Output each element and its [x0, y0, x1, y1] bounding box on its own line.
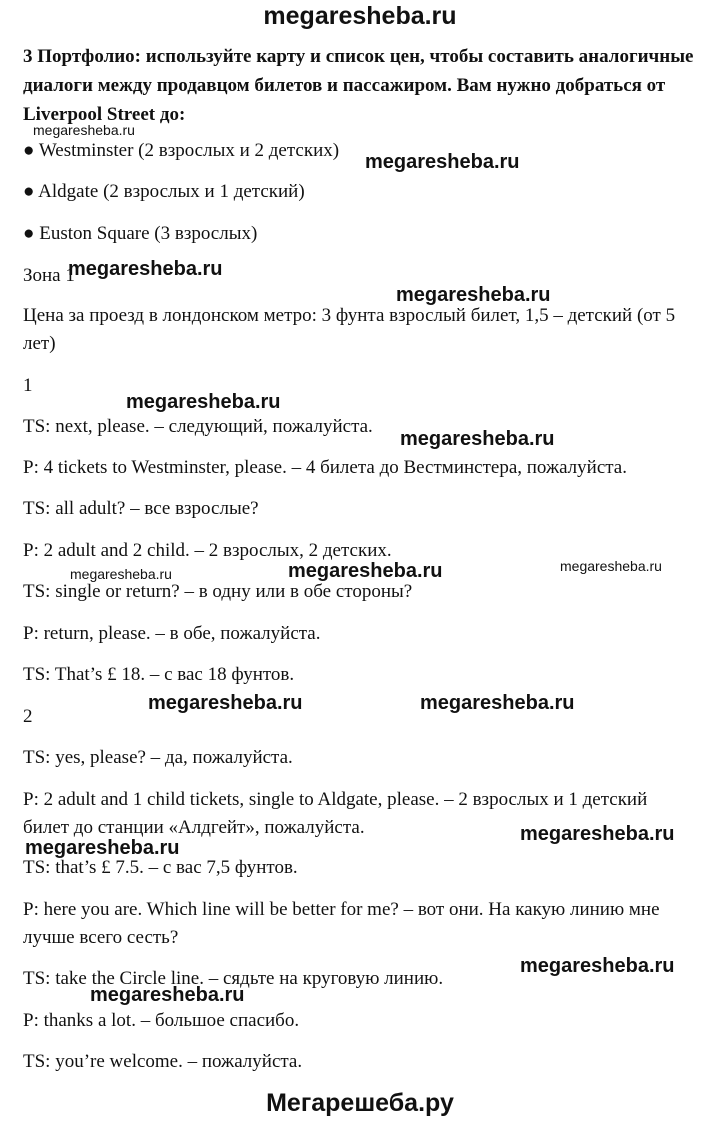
dialogue-2-line: P: 2 adult and 1 child tickets, single to Aldgate, please. – 2 взрослых и 1 детский билет до станции «Алдгейт», пожалуйста. — [23, 789, 648, 838]
dialogue-1-line: TS: That’s £ 18. – с вас 18 фунтов. — [23, 664, 295, 685]
watermark: megaresheba.ru — [68, 258, 223, 280]
dialogue-2-line: P: here you are. Which line will be better for me? – вот они. На какую линию мне лучше всего сесть? — [23, 899, 660, 948]
watermark: megaresheba.ru — [70, 566, 172, 582]
dialogue-1-line: TS: all adult? – все взрослые? — [23, 498, 259, 519]
dialogue-1-line: P: 4 tickets to Westminster, please. – 4 билета до Вестминстера, пожалуйста. — [23, 457, 627, 478]
watermark: megaresheba.ru — [520, 823, 675, 845]
dialogue-1-line: P: return, please. – в обе, пожалуйста. — [23, 623, 321, 644]
watermark: megaresheba.ru — [560, 558, 662, 574]
dialogue-1-line: TS: single or return? – в одну или в обе стороны? — [23, 581, 413, 602]
dialogue-2-line: TS: you’re welcome. – пожалуйста. — [23, 1051, 303, 1072]
watermark: megaresheba.ru — [126, 391, 281, 413]
price-info: Цена за проезд в лондонском метро: 3 фунта взрослый билет, 1,5 – детский (от 5 лет) — [23, 305, 676, 354]
dialogue-2-line: TS: that’s £ 7.5. – с вас 7,5 фунтов. — [23, 857, 298, 878]
dialogue-1-number: 1 — [23, 375, 33, 396]
dialogue-2-line: TS: take the Circle line. – сядьте на круговую линию. — [23, 968, 444, 989]
watermark: megaresheba.ru — [420, 692, 575, 714]
destination-westminster: ● Westminster (2 взрослых и 2 детских) — [23, 140, 340, 161]
watermark: megaresheba.ru — [520, 955, 675, 977]
watermark: megaresheba.ru — [288, 560, 443, 582]
dialogue-2-number: 2 — [23, 706, 33, 727]
dialogue-1-line: P: 2 adult and 2 child. – 2 взрослых, 2 детских. — [23, 540, 392, 561]
destination-euston-square: ● Euston Square (3 взрослых) — [23, 223, 258, 244]
watermark: megaresheba.ru — [90, 984, 245, 1006]
task-heading: 3 Портфолио: используйте карту и список цен, чтобы составить аналогичные диалоги между продавцом билетов и пассажиром. Вам нужно добраться от Liverpool Street до: — [23, 46, 694, 125]
destination-aldgate: ● Aldgate (2 взрослых и 1 детский) — [23, 181, 305, 202]
site-footer: Мегарешеба.ру — [266, 1089, 454, 1117]
watermark: megaresheba.ru — [365, 151, 520, 173]
watermark: megaresheba.ru — [25, 837, 180, 859]
watermark: megaresheba.ru — [400, 428, 555, 450]
zone-label: Зона 1 — [23, 265, 75, 286]
dialogue-2-line: P: thanks a lot. – большое спасибо. — [23, 1010, 300, 1031]
watermark: megaresheba.ru — [396, 284, 551, 306]
dialogue-2-line: TS: yes, please? – да, пожалуйста. — [23, 747, 293, 768]
watermark: megaresheba.ru — [148, 692, 303, 714]
watermark: megaresheba.ru — [33, 122, 135, 138]
site-header: megaresheba.ru — [263, 2, 457, 30]
dialogue-1-line: TS: next, please. – следующий, пожалуйста. — [23, 416, 373, 437]
